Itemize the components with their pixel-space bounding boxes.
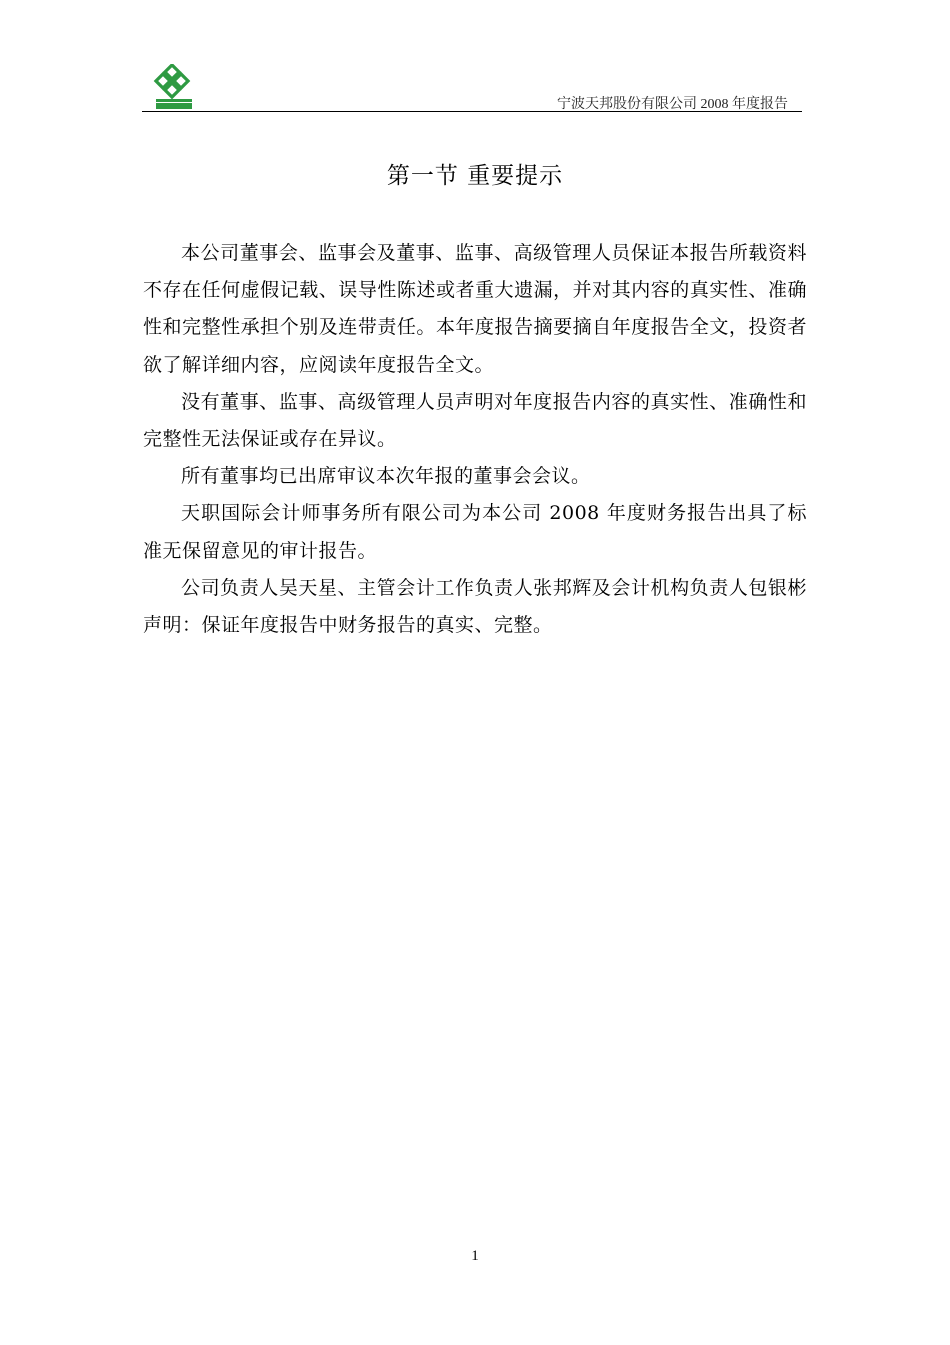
company-logo: [150, 64, 198, 110]
page-number: 1: [471, 1248, 479, 1264]
paragraph-no-objection: 没有董事、监事、高级管理人员声明对年度报告内容的真实性、准确性和完整性无法保证或存在异议。: [143, 390, 807, 451]
paragraph-audit-opinion: 天职国际会计师事务所有限公司为本公司 2008 年度财务报告出具了标准无保留意见的审计报告。: [143, 502, 807, 562]
section-title: 第一节 重要提示: [386, 163, 564, 189]
important-notice-body: [143, 235, 807, 644]
paragraph-board-attendance: 所有董事均已出席审议本次年报的董事会会议。: [181, 465, 591, 488]
header-divider: [142, 111, 802, 112]
report-header-title: 宁波天邦股份有限公司 2008 年度报告: [557, 97, 788, 112]
paragraph-officers-statement: 公司负责人吴天星、主管会计工作负责人张邦辉及会计机构负责人包银彬声明：保证年度报告中财务报告的真实、完整。: [143, 576, 807, 637]
paragraph-responsibility-statement: 本公司董事会、监事会及董事、监事、高级管理人员保证本报告所载资料不存在任何虚假记载、误导性陈述或者重大遗漏，并对其内容的真实性、准确性和完整性承担个别及连带责任。本年度报告摘要摘自年度报告全文，投资者欲了解详细内容，应阅读年度报告全文。: [143, 242, 807, 376]
